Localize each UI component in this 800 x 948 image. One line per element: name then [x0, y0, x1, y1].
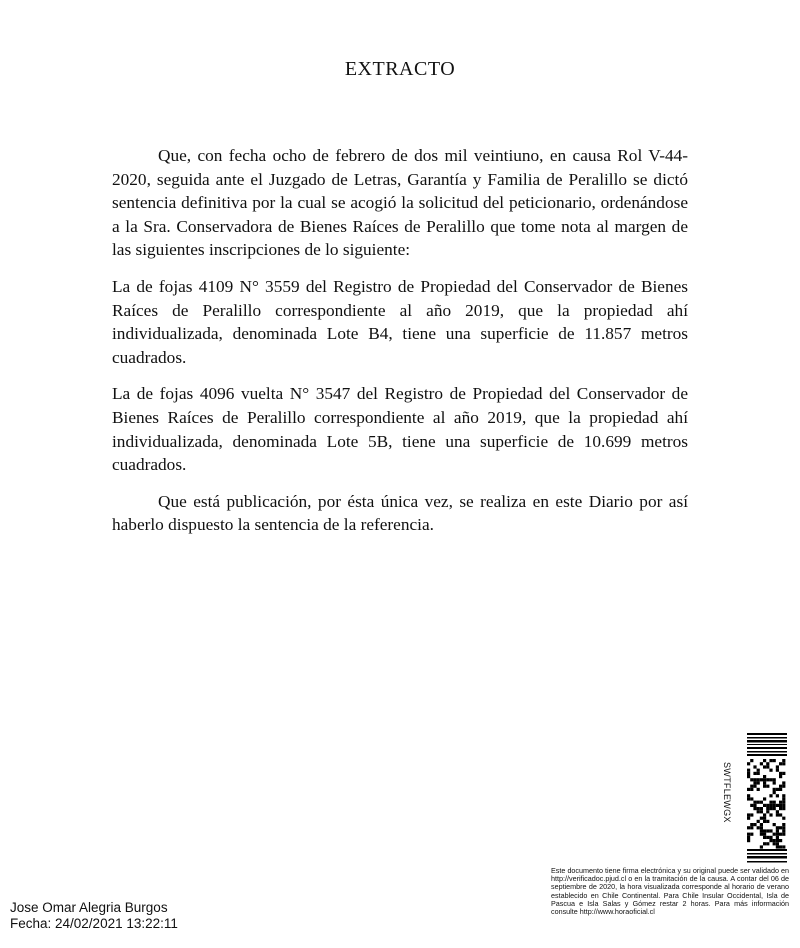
verification-notice: Este documento tiene firma electrónica y su original puede ser validado en http://verificadoc.pjud.cl o en la tramitación de la causa. A contar del 06 de septiembre de 2020, la hora visualizada corresponde al horario de verano establecido en Chile Continental. Para Chile Insular Occidental, Isla de Pascua e Isla Salas y Gómez restar 2 horas. Para más información consulte http://www.horaoficial.cl: [551, 866, 789, 917]
signer-name: Jose Omar Alegria Burgos: [10, 900, 168, 915]
paragraph-publication: Que está publicación, por ésta única vez, se realiza en este Diario por así haberlo dispuesto la sentencia de la referencia.: [112, 491, 688, 535]
verification-code: SWTFLEWGX: [722, 762, 732, 823]
document-body: [112, 144, 688, 550]
paragraph-sentence: Que, con fecha ocho de febrero de dos mil veintiuno, en causa Rol V-44-2020, seguida ante el Juzgado de Letras, Garantía y Familia de Peralillo se dictó sentencia definitiva por la cual se acogió la solicitud del peticionario, ordenándose a la Sra. Conservadora de Bienes Raíces de Peralillo que tome nota al margen de las siguientes inscripciones de lo siguiente:: [112, 146, 688, 260]
document-title: EXTRACTO: [344, 58, 456, 80]
paragraph-lote-b4: La de fojas 4109 N° 3559 del Registro de Propiedad del Conservador de Bienes Raíces de Peralillo correspondiente al año 2019, que la propiedad ahí individualizada, denominada Lote B4, tiene una superficie de 11.857 metros cuadrados.: [112, 276, 688, 367]
paragraph-lote-5b: La de fojas 4096 vuelta N° 3547 del Registro de Propiedad del Conservador de Bienes Raíces de Peralillo correspondiente al año 2019, que la propiedad ahí individualizada, denominada Lote 5B, tiene una superficie de 10.699 metros cuadrados.: [112, 384, 688, 475]
signature-block: [10, 900, 178, 932]
signature-date: Fecha: 24/02/2021 13:22:11: [10, 916, 178, 931]
barcode-icon: [733, 733, 787, 865]
